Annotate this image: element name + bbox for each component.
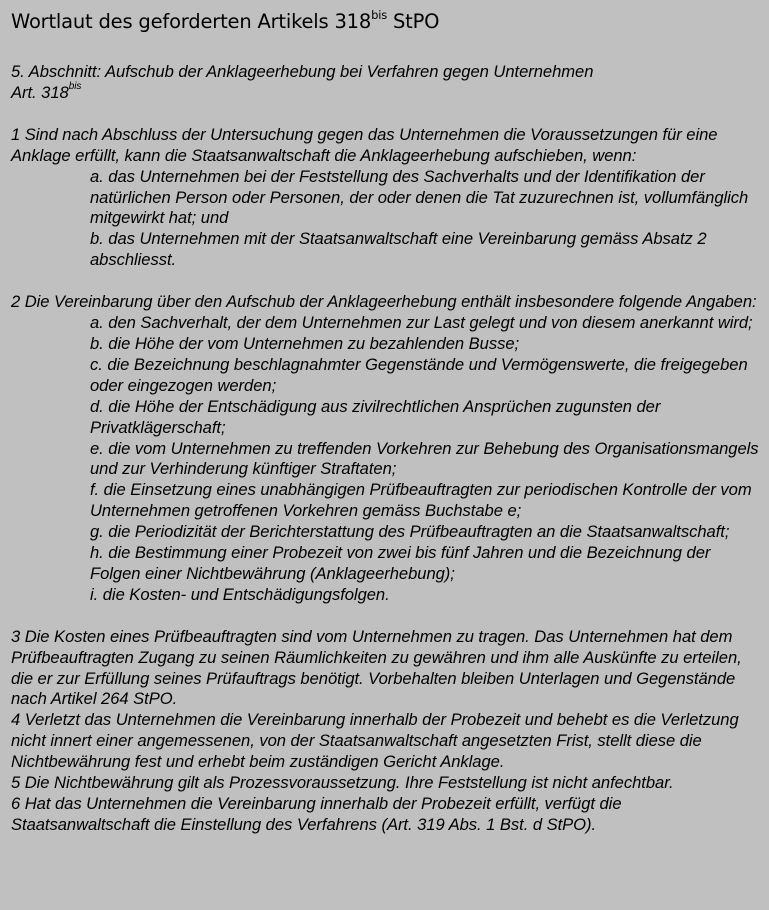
article-label-main: Art. 318 [11, 82, 69, 102]
paragraph-2-list [11, 313, 759, 606]
paragraph-3: 3 Die Kosten eines Prüfbeauftragten sind vom Unternehmen zu tragen. Das Unternehmen hat dem Prüfbeauftragten Zugang zu seinen Räumlichkeiten zu gewähren und ihm alle Auskünfte zu erteilen, die er zur Erfüllung seines Prüfauftrags benötigt. Vorbehalten bleiben Unterlagen und Gegenstände nach Artikel 264 StPO. [11, 626, 742, 709]
list-item: e. die vom Unternehmen zu treffenden Vorkehren zur Behebung des Organisationsmangels und zur Verhinderung künftiger Straftaten; [90, 438, 759, 479]
paragraph-1-list [11, 167, 759, 272]
document-title [11, 9, 759, 35]
paragraph-6: 6 Hat das Unternehmen die Vereinbarung innerhalb der Probezeit erfüllt, verfügt die Staatsanwaltschaft die Einstellung des Verfahrens (Art. 319 Abs. 1 Bst. d StPO). [11, 794, 622, 834]
list-item: b. das Unternehmen mit der Staatsanwaltschaft eine Vereinbarung gemäss Absatz 2 abschliesst. [90, 229, 707, 270]
list-item: f. die Einsetzung eines unabhängigen Prüfbeauftragten zur periodischen Kontrolle der vom Unternehmen getroffenen Vorkehren gemäss Buchstabe e; [90, 480, 752, 521]
article-text [11, 62, 759, 836]
list-item: g. die Periodizität der Berichterstattung des Prüfbeauftragten an die Staatsanwaltschaft; [90, 522, 730, 542]
paragraph-1-intro: 1 Sind nach Abschluss der Untersuchung gegen das Unternehmen die Voraussetzungen für eine Anklage erfüllt, kann die Staatsanwaltschaft die Anklageerhebung aufschieben, wenn: [11, 124, 718, 165]
list-item: d. die Höhe der Entschädigung aus zivilrechtlichen Ansprüchen zugunsten der Privatklägerschaft; [90, 396, 661, 437]
list-item: b. die Höhe der vom Unternehmen zu bezahlenden Busse; [90, 333, 520, 353]
list-item: i. die Kosten- und Entschädigungsfolgen. [90, 584, 390, 604]
list-item: a. das Unternehmen bei der Feststellung des Sachverhalts und der Identifikation der natürlichen Person oder Personen, der oder denen die Tat zuzurechnen ist, vollumfänglich mitgewirkt hat; und [90, 166, 749, 228]
document-title-superscript: bis [371, 7, 387, 22]
paragraph-2-intro: 2 Die Vereinbarung über den Aufschub der Anklageerhebung enthält insbesondere folgende Angaben: [11, 292, 757, 312]
section-heading: 5. Abschnitt: Aufschub der Anklageerhebung bei Verfahren gegen Unternehmen [11, 62, 594, 81]
document-title-suffix: StPO [386, 10, 440, 33]
document-title-main: Wortlaut des geforderten Artikels 318 [11, 10, 372, 33]
list-item: a. den Sachverhalt, der dem Unternehmen zur Last gelegt und von diesem anerkannt wird; [90, 313, 753, 333]
article-label [11, 83, 759, 104]
list-item: c. die Bezeichnung beschlagnahmter Gegenstände und Vermögenswerte, die freigegeben oder eingezogen werden; [90, 354, 748, 395]
paragraph-4: 4 Verletzt das Unternehmen die Vereinbarung innerhalb der Probezeit und behebt es die Verletzung nicht innert einer angemessenen, von der Staatsanwaltschaft angesetzten Frist, stellt diese die Nichtbewährung fest und erhebt beim zuständigen Gericht Anklage. [11, 710, 739, 772]
paragraph-5: 5 Die Nichtbewährung gilt als Prozessvoraussetzung. Ihre Feststellung ist nicht anfechtbar. [11, 773, 674, 793]
list-item: h. die Bestimmung einer Probezeit von zwei bis fünf Jahren und die Bezeichnung der Folgen einer Nichtbewährung (Anklageerhebung); [90, 543, 711, 583]
article-label-superscript: bis [68, 81, 82, 93]
